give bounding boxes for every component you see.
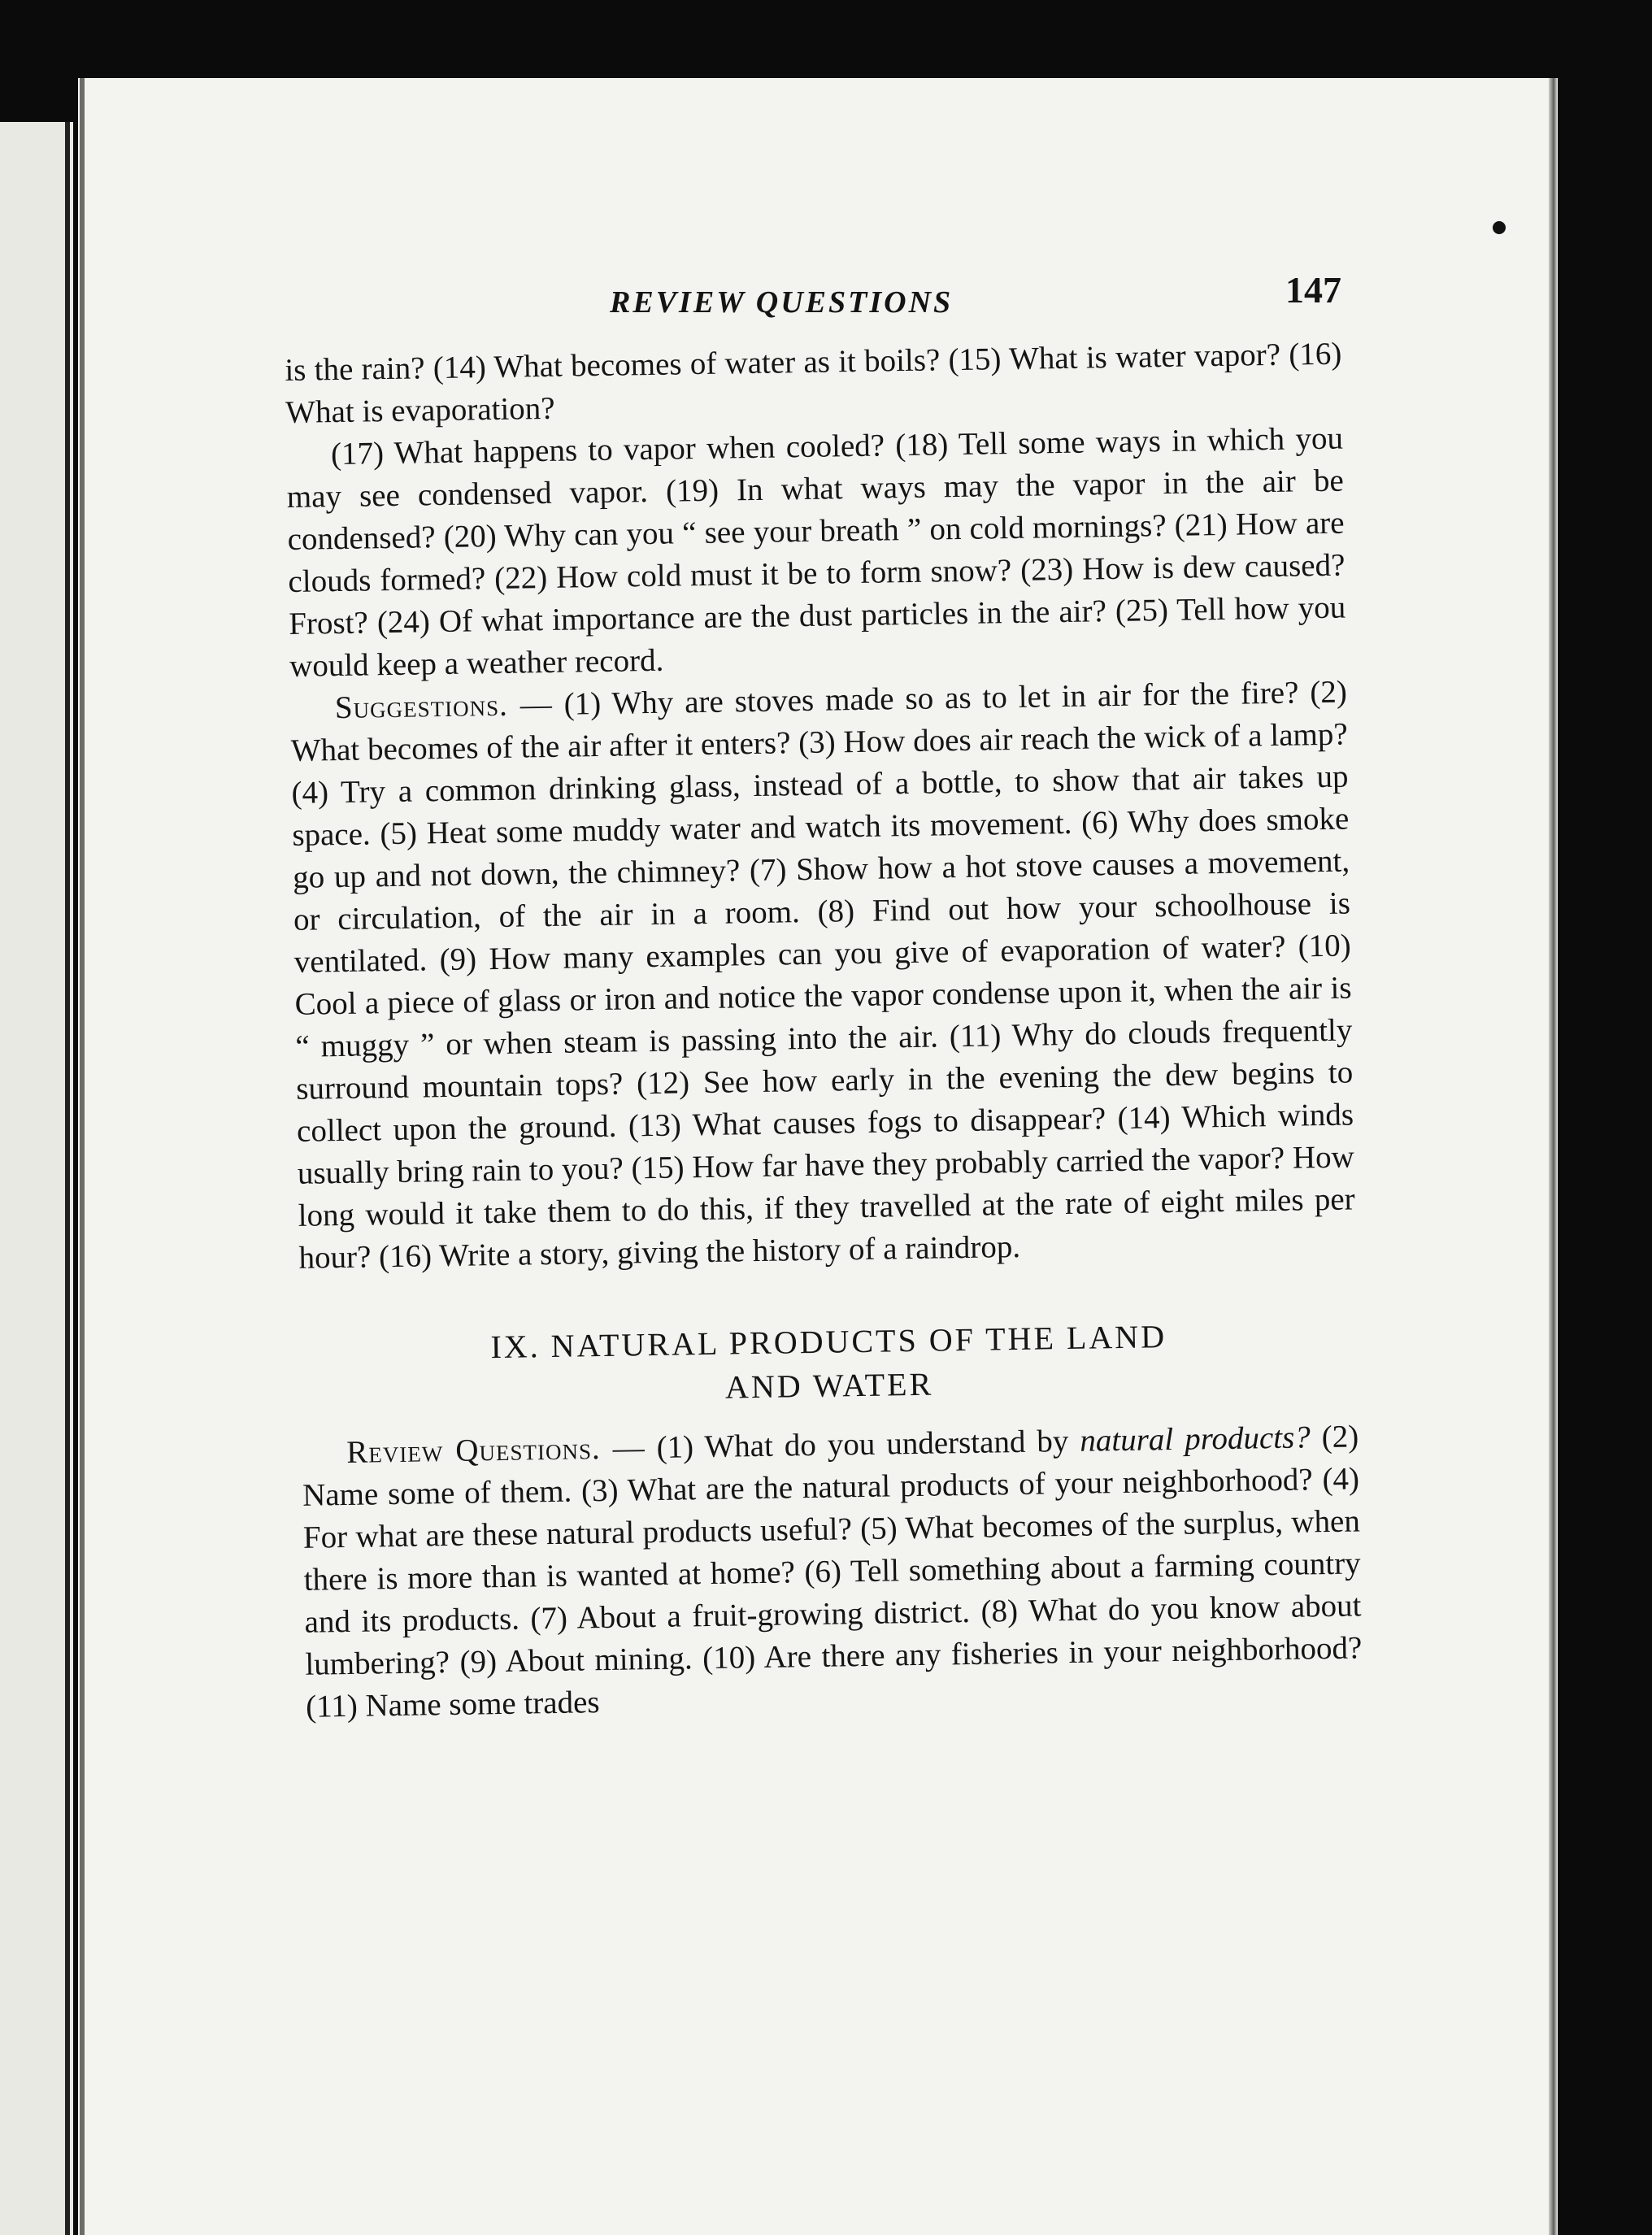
- review-questions-lead: Review Questions. —: [346, 1430, 646, 1470]
- section-heading-line-1: IX. NATURAL PRODUCTS OF THE LAND: [490, 1318, 1167, 1366]
- section-heading: [300, 1311, 1359, 1415]
- italic-term: natural products?: [1080, 1420, 1311, 1459]
- suggestions-lead: Suggestions. —: [334, 686, 554, 726]
- page-right-edge: [1549, 78, 1557, 2235]
- review-text-b: (2) Name some of them. (3) What are the natural products of your neighborhood? (4) For what are these natural products useful? (5) What becomes of the surplus, when there is more than is wanted at home? (6) Tell something about a farming country and its products. (7) About a fruit-growing district. (8) What do you know about lumbering? (9) About mining. (10) Are there any fisheries in your neighborhood? (11) Name some trades: [302, 1419, 1363, 1724]
- suggestions-text: (1) Why are stoves made so as to let in air for the fire? (2) What becomes of the air after it enters? (3) How does air reach the wick of a lamp? (4) Try a common drinking glass, instead of a bottle, to show that air takes up space. (5) Heat some muddy water and watch its movement. (6) Why does smoke go up and not down, the chimney? (7) Show how a hot stove causes a movement, or circulation, of the air in a room. (8) Find out how your schoolhouse is ventilated. (9) How many examples can you give of evaporation of water? (10) Cool a piece of glass or iron and notice the vapor condense upon it, when the air is “ muggy ” or when steam is passing into the air. (11) Why do clouds frequently surround mountain tops? (12) See how early in the evening the dew begins to collect upon the ground. (13) What causes fogs to disappear? (14) Which winds usually bring rain to you? (15) How far have they probably carried the vapor? How long would it take them to do this, if they travelled at the rate of eight miles per hour? (16) Write a story, giving the history of a raindrop.: [290, 674, 1355, 1276]
- paragraph-suggestions: [290, 672, 1356, 1280]
- paragraph-review-questions: (17) What happens to vapor when cooled? (18) Tell some ways in which you may see condensed vapor. (19) In what ways may the vapor in the air be condensed? (20) Why can you “ see your breath ” on cold mornings? (21) How are clouds formed? (22) How cold must it be to form snow? (23) How is dew caused? Frost? (24) Of what importance are the dust particles in the air? (25) Tell how you would keep a weather record.: [286, 420, 1346, 684]
- ink-spot: [1493, 221, 1506, 234]
- paragraph-section-review: [302, 1415, 1363, 1728]
- paragraph-continued: is the rain? (14) What becomes of water as it boils? (15) What is water vapor? (16) What is evaporation?: [285, 336, 1342, 430]
- review-text-a: (1) What do you understand by: [645, 1423, 1080, 1466]
- gutter-shadow: [80, 78, 85, 2235]
- page-body: [285, 333, 1363, 1728]
- page-number: 147: [1285, 269, 1341, 311]
- running-head: REVIEW QUESTIONS: [610, 285, 954, 320]
- section-heading-line-2: AND WATER: [724, 1365, 934, 1406]
- facing-page-edge: [0, 122, 73, 2235]
- page-header: [268, 268, 1341, 333]
